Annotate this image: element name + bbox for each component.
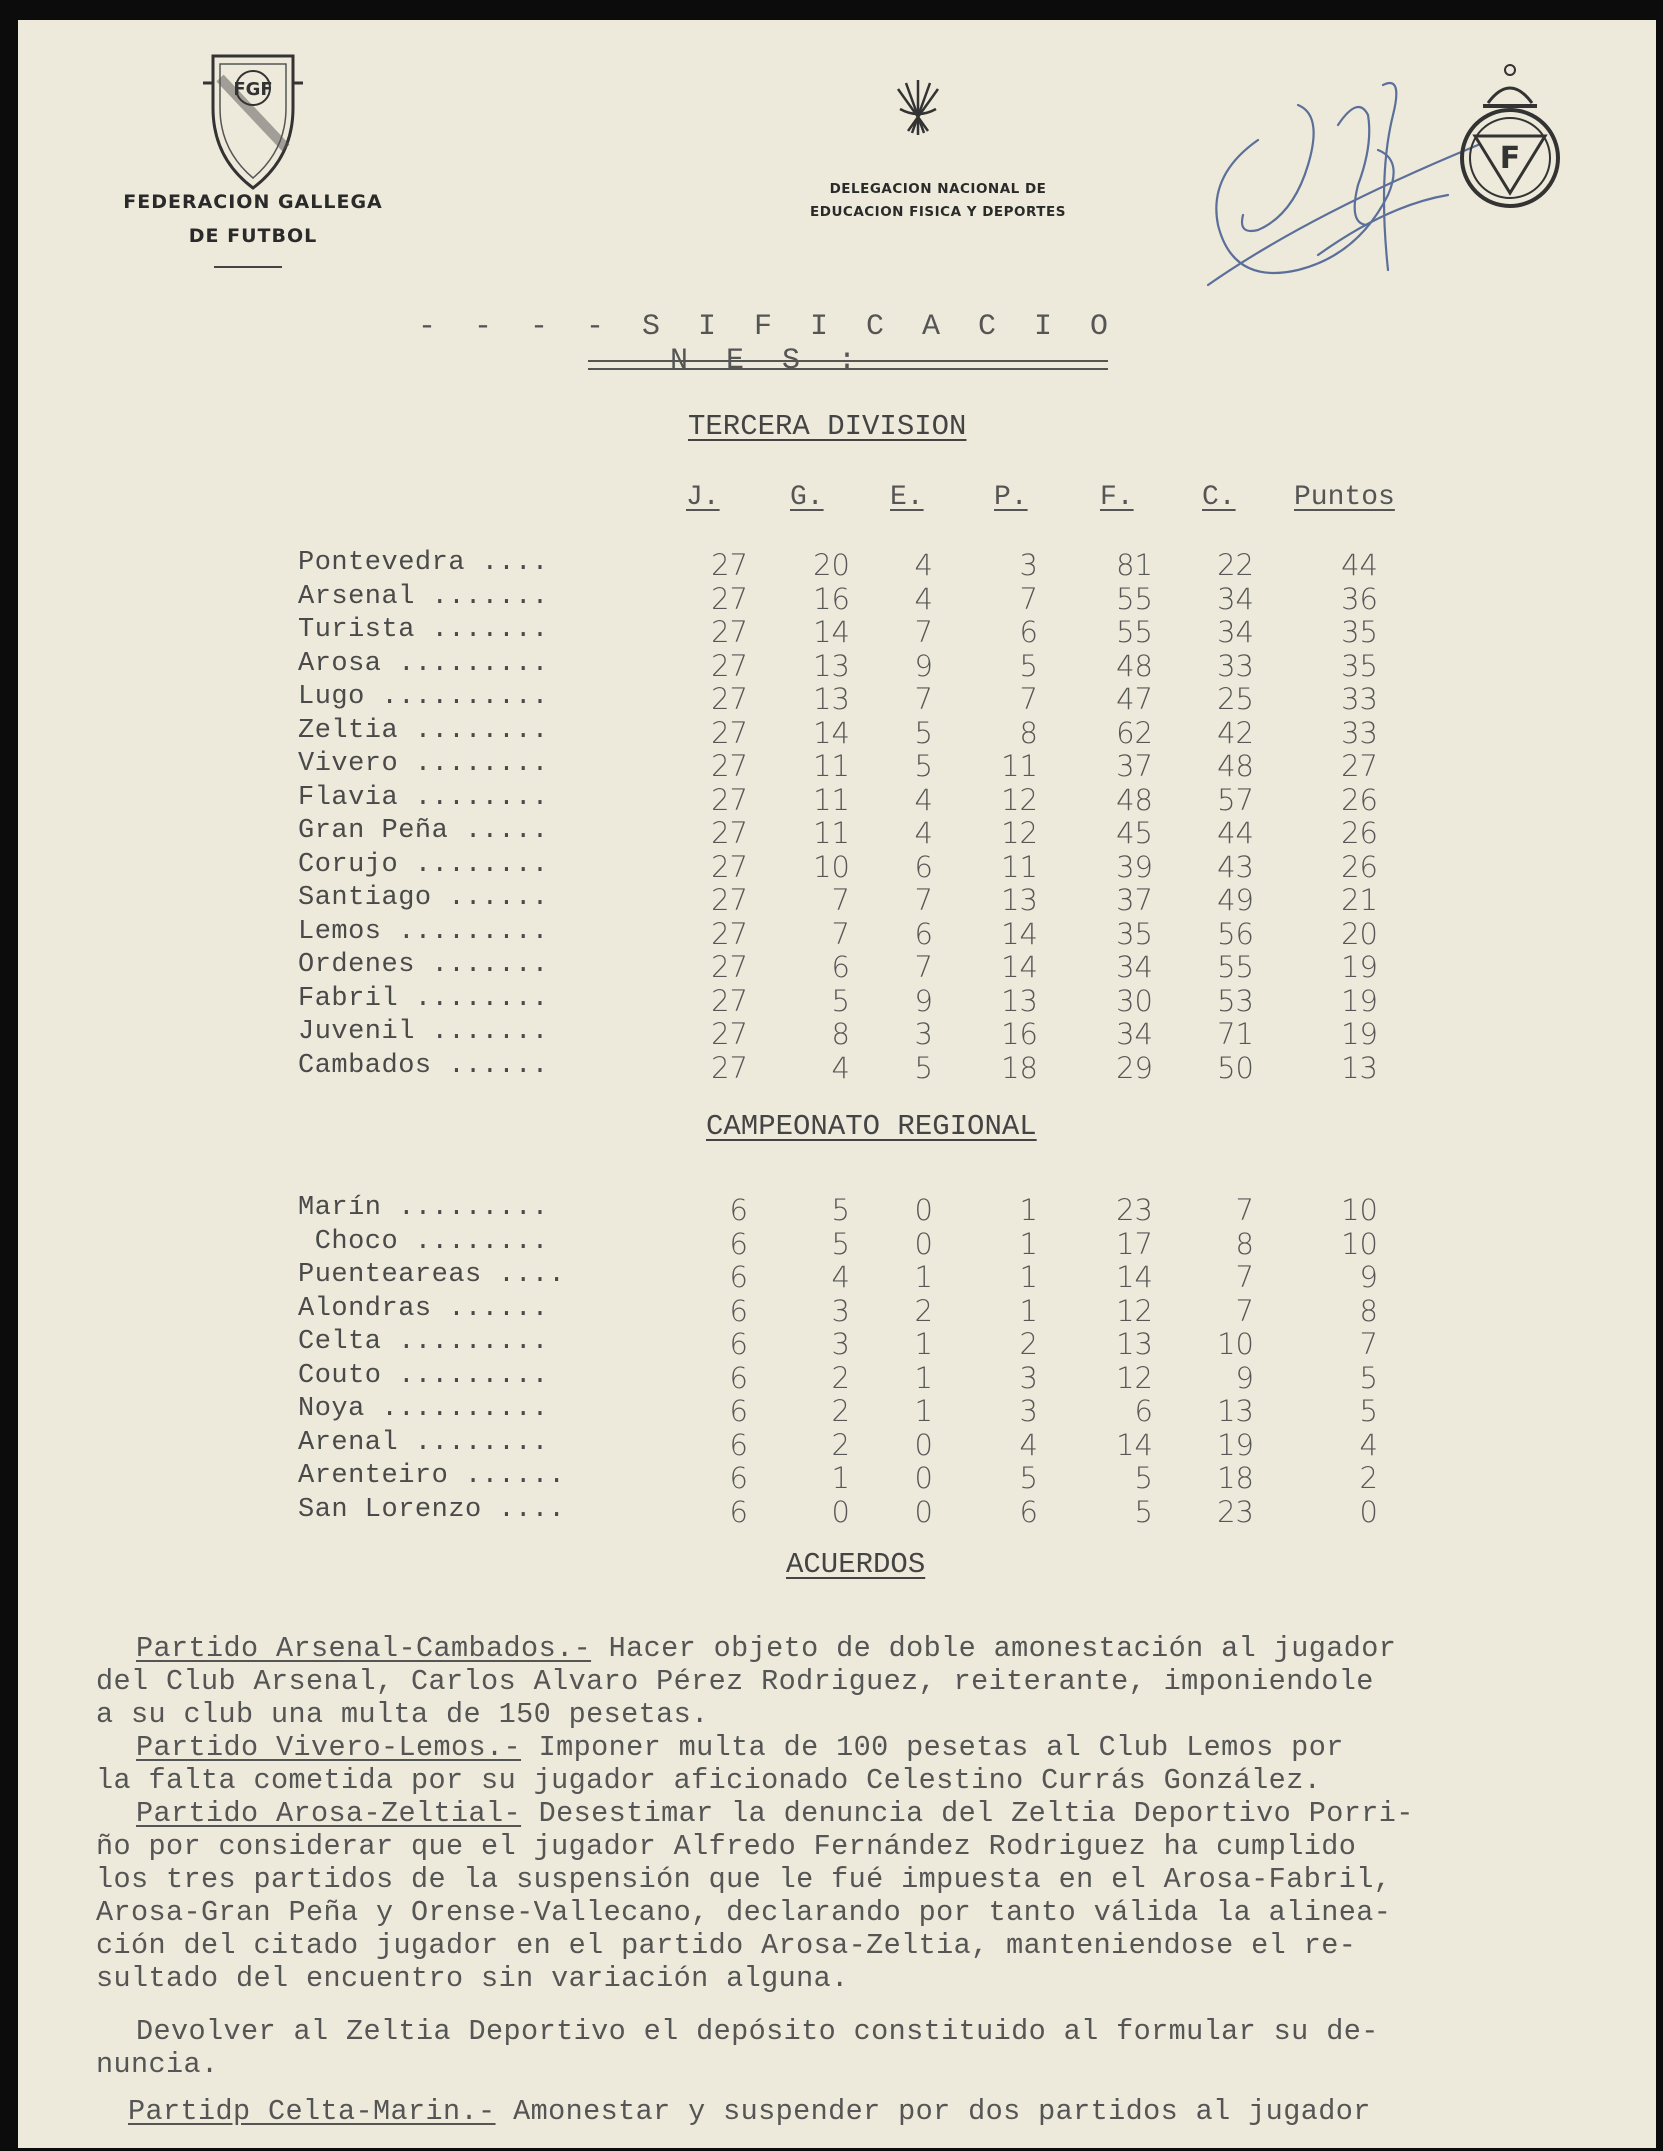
goals-for-value: 23 <box>1116 1193 1153 1227</box>
lost-value: 8 <box>1019 715 1038 750</box>
goals-against-value: 49 <box>1217 883 1254 917</box>
goals-for-value: 12 <box>1116 1293 1153 1328</box>
played-value: 6 <box>729 1461 748 1495</box>
header-drawn: E. <box>890 482 924 513</box>
goals-for-value: 17 <box>1116 1226 1153 1261</box>
goals-against-value: 55 <box>1217 950 1254 984</box>
acuerdo-2-text: Imponer multa de 100 pesetas al Club Lemos por <box>521 1731 1344 1764</box>
points-value: 33 <box>1341 682 1378 716</box>
goals-for-value: 29 <box>1116 1050 1153 1085</box>
yoke-arrows-emblem <box>888 75 948 140</box>
header-played: J. <box>686 482 720 513</box>
drawn-value: 0 <box>914 1226 933 1261</box>
acuerdos-title: ACUERDOS <box>786 1548 926 1581</box>
goals-for-value: 34 <box>1116 950 1153 984</box>
lost-value: 3 <box>1019 1394 1038 1428</box>
team-name: Couto ......... <box>298 1360 549 1391</box>
goals-for-value: 13 <box>1116 1327 1153 1361</box>
drawn-value: 1 <box>914 1327 933 1361</box>
team-name: Choco ........ <box>298 1226 549 1257</box>
svg-text:FGF: FGF <box>233 79 273 100</box>
campeonato-regional-title: CAMPEONATO REGIONAL <box>706 1110 1037 1143</box>
played-value: 6 <box>729 1327 748 1361</box>
acuerdo-4-line-2: nuncia. <box>96 2048 219 2081</box>
lost-value: 11 <box>1001 849 1038 884</box>
won-value: 11 <box>813 749 850 783</box>
won-value: 3 <box>831 1327 850 1361</box>
won-value: 2 <box>831 1394 850 1428</box>
team-name: Vivero ........ <box>298 749 549 779</box>
points-value: 27 <box>1341 749 1378 783</box>
team-name: Alondras ...... <box>298 1293 549 1324</box>
team-name: Celta ......... <box>298 1327 549 1357</box>
drawn-value: 4 <box>914 782 933 817</box>
drawn-value: 4 <box>914 816 933 850</box>
played-value: 27 <box>711 715 748 750</box>
header-points: Puntos <box>1294 482 1395 513</box>
acuerdo-3-line-5: ción del citado jugador en el partido Arosa-Zeltia, manteniendose el re- <box>96 1929 1357 1962</box>
goals-for-value: 55 <box>1116 581 1153 616</box>
goals-for-value: 34 <box>1116 1017 1153 1051</box>
header-goals-against: C. <box>1202 482 1236 513</box>
won-value: 1 <box>831 1461 850 1495</box>
goals-against-value: 23 <box>1217 1494 1254 1529</box>
played-value: 27 <box>711 615 748 649</box>
handwritten-signature <box>1188 55 1488 305</box>
won-value: 7 <box>831 916 850 951</box>
points-value: 8 <box>1359 1293 1378 1328</box>
points-value: 0 <box>1359 1494 1378 1529</box>
points-value: 13 <box>1341 1050 1378 1085</box>
won-value: 5 <box>831 1193 850 1227</box>
team-name: Noya .......... <box>298 1394 549 1424</box>
goals-for-value: 14 <box>1116 1260 1153 1294</box>
header-won: G. <box>790 482 824 513</box>
drawn-value: 7 <box>914 950 933 984</box>
won-value: 7 <box>831 883 850 917</box>
won-value: 11 <box>813 816 850 850</box>
lost-value: 1 <box>1019 1260 1038 1294</box>
team-name: Corujo ........ <box>298 849 549 880</box>
won-value: 13 <box>813 648 850 683</box>
goals-against-value: 33 <box>1217 648 1254 683</box>
goals-against-value: 34 <box>1217 581 1254 616</box>
lost-value: 1 <box>1019 1193 1038 1227</box>
goals-against-value: 18 <box>1217 1461 1254 1495</box>
won-value: 14 <box>813 715 850 750</box>
goals-against-value: 8 <box>1235 1226 1254 1261</box>
acuerdo-3-text: Desestimar la denuncia del Zeltia Deportivo Porri- <box>521 1797 1414 1830</box>
played-value: 27 <box>711 749 748 783</box>
goals-against-value: 44 <box>1217 816 1254 850</box>
played-value: 6 <box>729 1293 748 1328</box>
team-name: Marín ......... <box>298 1193 549 1223</box>
goals-against-value: 25 <box>1217 682 1254 716</box>
acuerdo-4-line-1: Devolver al Zeltia Deportivo el depósito constituido al formular su de- <box>136 2015 1379 2048</box>
points-value: 26 <box>1341 849 1378 884</box>
drawn-value: 6 <box>914 916 933 951</box>
played-value: 6 <box>729 1494 748 1529</box>
won-value: 5 <box>831 1226 850 1261</box>
federation-name-line1: FEDERACION GALLEGA <box>123 191 383 213</box>
svg-text:F: F <box>1499 141 1521 176</box>
won-value: 5 <box>831 983 850 1018</box>
team-name: Puenteareas .... <box>298 1260 566 1290</box>
lost-value: 4 <box>1019 1427 1038 1462</box>
lost-value: 6 <box>1019 1494 1038 1529</box>
goals-against-value: 19 <box>1217 1427 1254 1462</box>
lost-value: 3 <box>1019 1360 1038 1395</box>
won-value: 8 <box>831 1017 850 1051</box>
goals-for-value: 81 <box>1116 548 1153 582</box>
acuerdo-5-text: Amonestar y suspender por dos partidos al jugador <box>495 2095 1371 2128</box>
goals-for-value: 14 <box>1116 1427 1153 1462</box>
points-value: 26 <box>1341 816 1378 850</box>
won-value: 2 <box>831 1360 850 1395</box>
goals-against-value: 10 <box>1217 1327 1254 1361</box>
points-value: 44 <box>1341 548 1378 582</box>
drawn-value: 0 <box>914 1494 933 1529</box>
lost-value: 13 <box>1001 883 1038 917</box>
goals-for-value: 55 <box>1116 615 1153 649</box>
goals-for-value: 45 <box>1116 816 1153 850</box>
team-name: Pontevedra .... <box>298 548 549 578</box>
team-name: Arosa ......... <box>298 648 549 679</box>
lost-value: 12 <box>1001 816 1038 850</box>
drawn-value: 7 <box>914 615 933 649</box>
drawn-value: 0 <box>914 1427 933 1462</box>
played-value: 27 <box>711 916 748 951</box>
lost-value: 7 <box>1019 581 1038 616</box>
won-value: 4 <box>831 1260 850 1294</box>
lost-value: 1 <box>1019 1226 1038 1261</box>
points-value: 10 <box>1341 1226 1378 1261</box>
played-value: 27 <box>711 648 748 683</box>
lost-value: 14 <box>1001 950 1038 984</box>
lost-value: 5 <box>1019 648 1038 683</box>
goals-against-value: 42 <box>1217 715 1254 750</box>
points-value: 35 <box>1341 615 1378 649</box>
played-value: 27 <box>711 1017 748 1051</box>
points-value: 20 <box>1341 916 1378 951</box>
drawn-value: 1 <box>914 1394 933 1428</box>
won-value: 2 <box>831 1427 850 1462</box>
acuerdo-3-line-6: sultado del encuentro sin variación alguna. <box>96 1962 849 1995</box>
played-value: 6 <box>729 1193 748 1227</box>
played-value: 27 <box>711 682 748 716</box>
won-value: 20 <box>813 548 850 582</box>
points-value: 5 <box>1359 1360 1378 1395</box>
goals-for-value: 5 <box>1134 1461 1153 1495</box>
drawn-value: 1 <box>914 1360 933 1395</box>
goals-against-value: 48 <box>1217 749 1254 783</box>
played-value: 27 <box>711 548 748 582</box>
goals-for-value: 37 <box>1116 749 1153 783</box>
team-name: Turista ....... <box>298 615 549 645</box>
goals-for-value: 39 <box>1116 849 1153 884</box>
drawn-value: 6 <box>914 849 933 884</box>
points-value: 9 <box>1359 1260 1378 1294</box>
won-value: 13 <box>813 682 850 716</box>
delegation-name <box>758 178 1118 224</box>
points-value: 19 <box>1341 983 1378 1018</box>
team-name: Fabril ........ <box>298 983 549 1014</box>
team-name: Flavia ........ <box>298 782 549 813</box>
goals-for-value: 12 <box>1116 1360 1153 1395</box>
goals-against-value: 34 <box>1217 615 1254 649</box>
acuerdo-3-heading: Partido Arosa-Zeltial- <box>136 1797 522 1830</box>
won-value: 6 <box>831 950 850 984</box>
lost-value: 12 <box>1001 782 1038 817</box>
drawn-value: 0 <box>914 1461 933 1495</box>
acuerdo-2-line-2: la falta cometida por su jugador aficionado Celestino Currás González. <box>96 1764 1322 1797</box>
goals-for-value: 5 <box>1134 1494 1153 1529</box>
played-value: 6 <box>729 1260 748 1294</box>
team-name: Arenteiro ...... <box>298 1461 566 1491</box>
points-value: 7 <box>1359 1327 1378 1361</box>
heading-double-rule <box>588 360 1108 370</box>
crowned-crest-logo <box>1453 58 1568 218</box>
points-value: 10 <box>1341 1193 1378 1227</box>
goals-against-value: 53 <box>1217 983 1254 1018</box>
drawn-value: 7 <box>914 883 933 917</box>
goals-against-value: 43 <box>1217 849 1254 884</box>
lost-value: 5 <box>1019 1461 1038 1495</box>
played-value: 27 <box>711 782 748 817</box>
acuerdo-5-line-1 <box>128 2095 1371 2128</box>
drawn-value: 0 <box>914 1193 933 1227</box>
drawn-value: 9 <box>914 983 933 1018</box>
acuerdo-3-line-2: ño por considerar que el jugador Alfredo Fernández Rodriguez ha cumplido <box>96 1830 1357 1863</box>
team-name: San Lorenzo .... <box>298 1494 566 1525</box>
drawn-value: 4 <box>914 548 933 582</box>
federation-underline <box>214 266 282 268</box>
acuerdo-3-line-1 <box>136 1797 1414 1830</box>
team-name: Lemos ......... <box>298 916 549 947</box>
goals-for-value: 6 <box>1134 1394 1153 1428</box>
drawn-value: 7 <box>914 682 933 716</box>
document-page <box>18 20 1656 2148</box>
goals-against-value: 7 <box>1235 1260 1254 1294</box>
drawn-value: 2 <box>914 1293 933 1328</box>
acuerdo-1-line-1 <box>136 1632 1396 1665</box>
federation-name <box>103 185 403 253</box>
team-name: Juvenil ....... <box>298 1017 549 1047</box>
delegation-name-line2: EDUCACION FISICA Y DEPORTES <box>810 204 1066 220</box>
points-value: 36 <box>1341 581 1378 616</box>
drawn-value: 9 <box>914 648 933 683</box>
won-value: 14 <box>813 615 850 649</box>
goals-against-value: 71 <box>1217 1017 1254 1051</box>
points-value: 4 <box>1359 1427 1378 1462</box>
won-value: 3 <box>831 1293 850 1328</box>
team-name: Lugo .......... <box>298 682 549 712</box>
drawn-value: 1 <box>914 1260 933 1294</box>
won-value: 11 <box>813 782 850 817</box>
document-heading: - - - - S I F I C A C I O N E S : <box>417 310 1119 378</box>
acuerdo-3-line-4: Arosa-Gran Peña y Orense-Vallecano, declarando por tanto válida la alinea- <box>96 1896 1392 1929</box>
points-value: 33 <box>1341 715 1378 750</box>
team-name: Arsenal ....... <box>298 581 549 612</box>
goals-against-value: 56 <box>1217 916 1254 951</box>
won-value: 16 <box>813 581 850 616</box>
drawn-value: 5 <box>914 715 933 750</box>
delegation-name-line1: DELEGACION NACIONAL DE <box>829 181 1047 197</box>
team-name: Cambados ...... <box>298 1050 549 1081</box>
acuerdo-3-line-3: los tres partidos de la suspensión que le fué impuesta en el Arosa-Fabril, <box>96 1863 1392 1896</box>
points-value: 35 <box>1341 648 1378 683</box>
lost-value: 2 <box>1019 1327 1038 1361</box>
lost-value: 7 <box>1019 682 1038 716</box>
drawn-value: 5 <box>914 1050 933 1085</box>
goals-for-value: 37 <box>1116 883 1153 917</box>
played-value: 6 <box>729 1427 748 1462</box>
drawn-value: 5 <box>914 749 933 783</box>
played-value: 27 <box>711 849 748 884</box>
played-value: 27 <box>711 581 748 616</box>
acuerdo-1-line-3: a su club una multa de 150 pesetas. <box>96 1698 709 1731</box>
acuerdo-1-line-2: del Club Arsenal, Carlos Alvaro Pérez Rodriguez, reiterante, imponiendole <box>96 1665 1374 1698</box>
acuerdo-2-heading: Partido Vivero-Lemos.- <box>136 1731 522 1764</box>
goals-for-value: 48 <box>1116 648 1153 683</box>
lost-value: 16 <box>1001 1017 1038 1051</box>
goals-against-value: 22 <box>1217 548 1254 582</box>
played-value: 27 <box>711 816 748 850</box>
goals-against-value: 7 <box>1235 1193 1254 1227</box>
tercera-division-title: TERCERA DIVISION <box>688 410 967 443</box>
lost-value: 18 <box>1001 1050 1038 1085</box>
points-value: 5 <box>1359 1394 1378 1428</box>
won-value: 10 <box>813 849 850 884</box>
lost-value: 3 <box>1019 548 1038 582</box>
goals-against-value: 50 <box>1217 1050 1254 1085</box>
lost-value: 11 <box>1001 749 1038 783</box>
played-value: 27 <box>711 983 748 1018</box>
goals-against-value: 7 <box>1235 1293 1254 1328</box>
header-goals-for: F. <box>1100 482 1134 513</box>
played-value: 27 <box>711 950 748 984</box>
goals-for-value: 48 <box>1116 782 1153 817</box>
points-value: 21 <box>1341 883 1378 917</box>
points-value: 19 <box>1341 950 1378 984</box>
goals-for-value: 62 <box>1116 715 1153 750</box>
drawn-value: 4 <box>914 581 933 616</box>
played-value: 6 <box>729 1360 748 1395</box>
goals-against-value: 9 <box>1235 1360 1254 1395</box>
goals-for-value: 30 <box>1116 983 1153 1018</box>
played-value: 27 <box>711 1050 748 1085</box>
acuerdo-2-line-1 <box>136 1731 1344 1764</box>
team-name: Gran Peña ..... <box>298 816 549 846</box>
goals-against-value: 57 <box>1217 782 1254 817</box>
lost-value: 6 <box>1019 615 1038 649</box>
played-value: 6 <box>729 1394 748 1428</box>
points-value: 19 <box>1341 1017 1378 1051</box>
lost-value: 14 <box>1001 916 1038 951</box>
won-value: 0 <box>831 1494 850 1529</box>
goals-for-value: 47 <box>1116 682 1153 716</box>
header-lost: P. <box>994 482 1028 513</box>
played-value: 27 <box>711 883 748 917</box>
points-value: 26 <box>1341 782 1378 817</box>
drawn-value: 3 <box>914 1017 933 1051</box>
team-name: Zeltia ........ <box>298 715 549 746</box>
acuerdo-1-text: Hacer objeto de doble amonestación al jugador <box>591 1632 1397 1665</box>
acuerdo-5-heading: Partidp Celta-Marin.- <box>128 2095 496 2128</box>
team-name: Ordenes ....... <box>298 950 549 980</box>
goals-against-value: 13 <box>1217 1394 1254 1428</box>
federation-name-line2: DE FUTBOL <box>188 225 318 247</box>
lost-value: 1 <box>1019 1293 1038 1328</box>
points-value: 2 <box>1359 1461 1378 1495</box>
acuerdo-1-heading: Partido Arsenal-Cambados.- <box>136 1632 592 1665</box>
team-name: Arenal ........ <box>298 1427 549 1458</box>
lost-value: 13 <box>1001 983 1038 1018</box>
federation-shield-logo <box>198 38 308 203</box>
played-value: 6 <box>729 1226 748 1261</box>
team-name: Santiago ...... <box>298 883 549 913</box>
won-value: 4 <box>831 1050 850 1085</box>
goals-for-value: 35 <box>1116 916 1153 951</box>
